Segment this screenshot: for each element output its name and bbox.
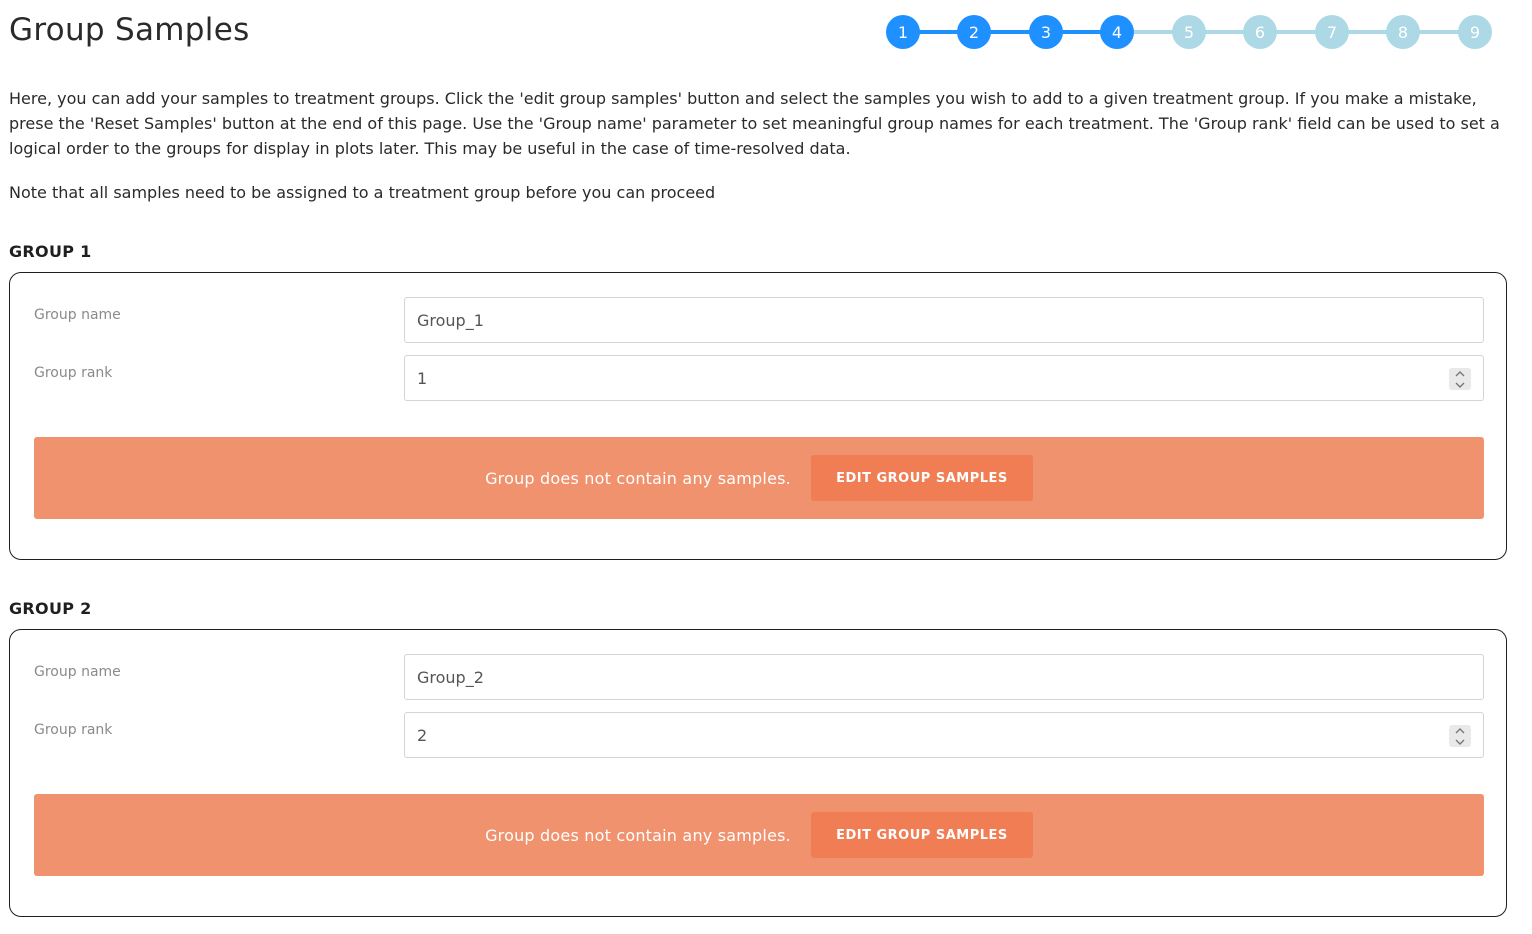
- step-4[interactable]: 4: [1100, 15, 1134, 49]
- step-7[interactable]: 7: [1315, 15, 1349, 49]
- group-status-text: Group does not contain any samples.: [485, 825, 791, 845]
- page-title: Group Samples: [9, 12, 250, 48]
- group-card: [9, 629, 1507, 917]
- group-heading: GROUP 2: [9, 599, 92, 618]
- note-text: Note that all samples need to be assigned to a treatment group before you can proceed: [9, 183, 716, 202]
- group-rank-label: Group rank: [34, 365, 113, 381]
- group-card: [9, 272, 1507, 560]
- step-9[interactable]: 9: [1458, 15, 1492, 49]
- chevron-down-icon[interactable]: [1449, 736, 1471, 747]
- empty-group-banner: [34, 437, 1484, 519]
- step-5[interactable]: 5: [1172, 15, 1206, 49]
- group-name-input[interactable]: [404, 654, 1484, 700]
- group-name-input[interactable]: [404, 297, 1484, 343]
- group-status-text: Group does not contain any samples.: [485, 468, 791, 488]
- group-rank-input[interactable]: [404, 712, 1484, 758]
- group-name-label: Group name: [34, 307, 121, 323]
- empty-group-banner: [34, 794, 1484, 876]
- rank-stepper[interactable]: [1449, 368, 1471, 390]
- step-progress: [886, 15, 1493, 49]
- edit-group-samples-button[interactable]: EDIT GROUP SAMPLES: [811, 455, 1033, 501]
- rank-stepper[interactable]: [1449, 725, 1471, 747]
- group-rank-value: 1: [417, 368, 428, 388]
- step-3[interactable]: 3: [1029, 15, 1063, 49]
- group-heading: GROUP 1: [9, 242, 92, 261]
- step-1[interactable]: 1: [886, 15, 920, 49]
- group-name-label: Group name: [34, 664, 121, 680]
- group-rank-label: Group rank: [34, 722, 113, 738]
- edit-group-samples-button[interactable]: EDIT GROUP SAMPLES: [811, 812, 1033, 858]
- intro-text: Here, you can add your samples to treatment groups. Click the 'edit group samples' button and select the samples you wish to add to a given treatment group. If you make a mistake, prese the 'Reset Samples' button at the end of this page. Use the 'Group name' parameter to set meaningful group names for each treatment. The 'Group rank' field can be used to set a logical order to the groups for display in plots later. This may be useful in the case of time-resolved data.: [9, 89, 1500, 158]
- step-6[interactable]: 6: [1243, 15, 1277, 49]
- group-rank-input[interactable]: [404, 355, 1484, 401]
- step-2[interactable]: 2: [957, 15, 991, 49]
- step-8[interactable]: 8: [1386, 15, 1420, 49]
- chevron-down-icon[interactable]: [1449, 379, 1471, 390]
- chevron-up-icon[interactable]: [1449, 368, 1471, 379]
- group-rank-value: 2: [417, 725, 428, 745]
- chevron-up-icon[interactable]: [1449, 725, 1471, 736]
